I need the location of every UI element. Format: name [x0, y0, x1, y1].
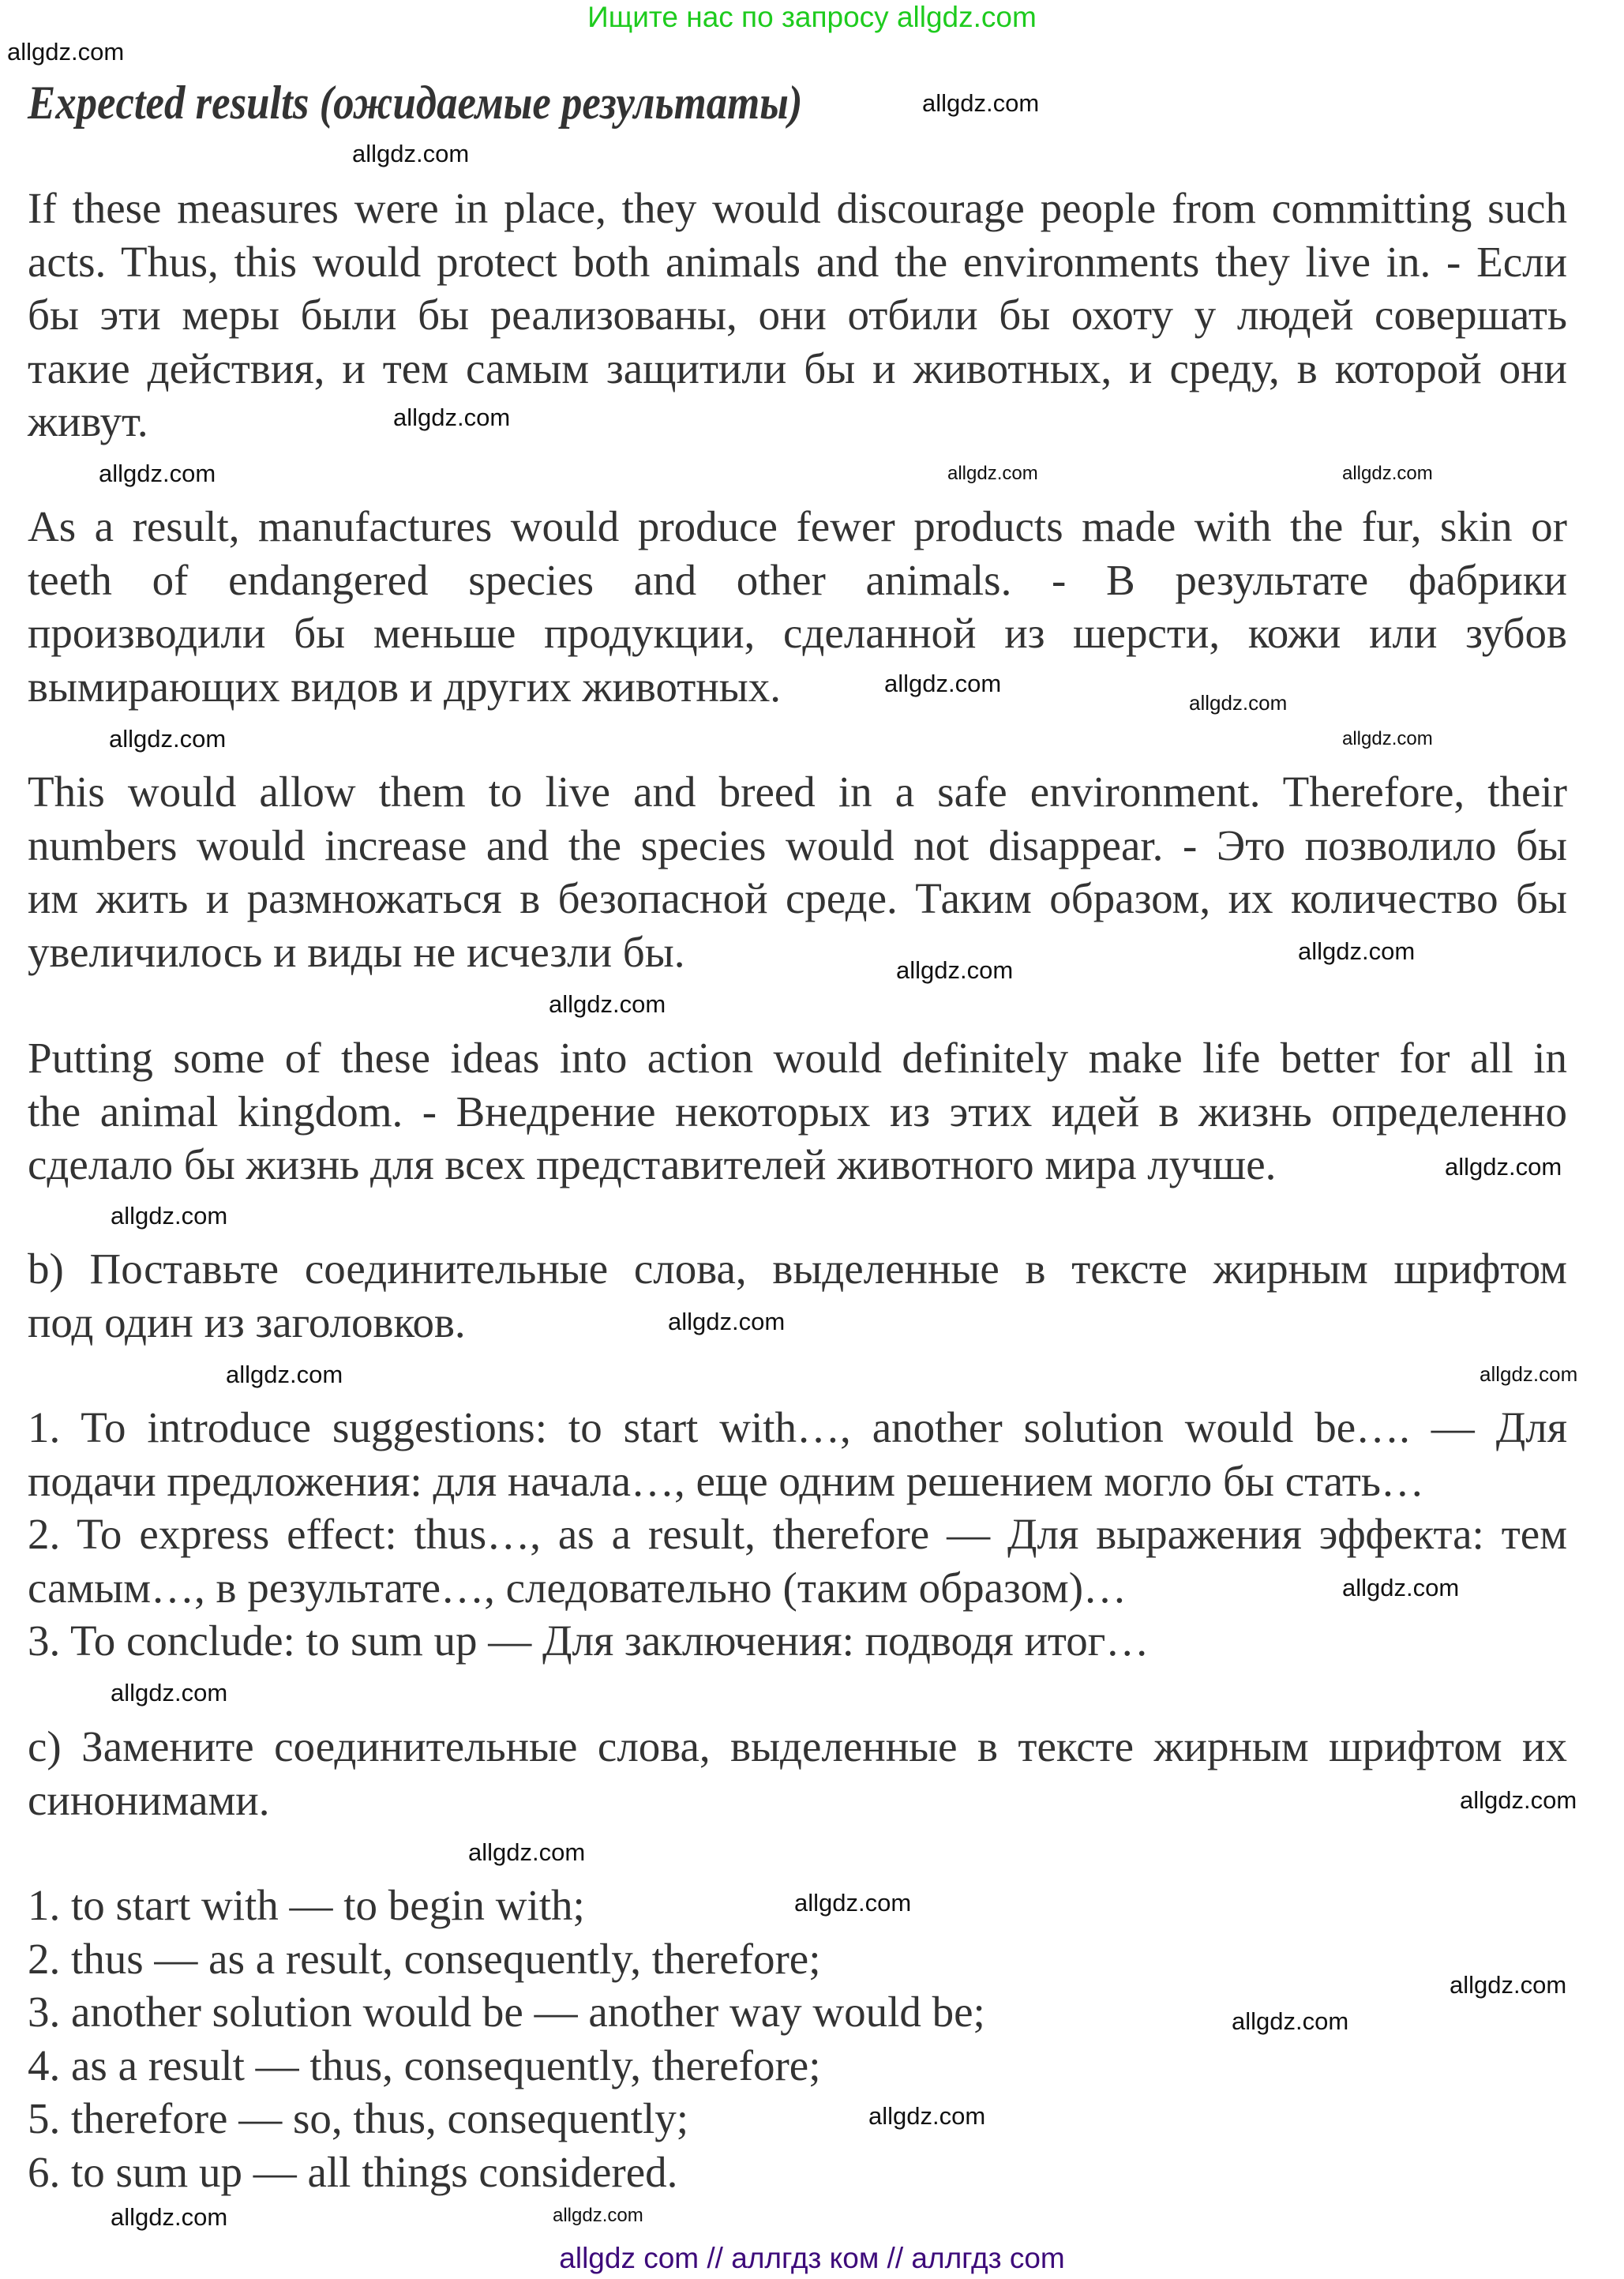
list-item: подачи предложения: для начала…, еще одним решением могло бы стать…: [28, 1456, 1424, 1505]
list-item: 1. To introduce suggestions: to start with…, another solution would be…. — Для: [28, 1403, 1567, 1451]
text-line: This would allow them to live and breed in a safe environment. Therefore, their: [28, 768, 1567, 816]
list-item: самым…, в результате…, следовательно (таким образом)…: [28, 1563, 1127, 1612]
text-line: увеличилось и виды не исчезли бы.: [28, 927, 685, 976]
text-line: teeth of endangered species and other animals. - В результате фабрики: [28, 555, 1567, 604]
watermark: allgdz.com: [226, 1361, 343, 1388]
list-item: 2. To express effect: thus…, as a result, therefore — Для выражения эффекта: тем: [28, 1510, 1567, 1558]
watermark: allgdz.com: [393, 404, 511, 431]
watermark: allgdz.com: [1480, 1362, 1578, 1386]
watermark: allgdz.com: [1232, 2007, 1349, 2035]
text-line: под один из заголовков.: [28, 1297, 466, 1346]
text-line: Putting some of these ideas into action would definitely make life better for all in: [28, 1034, 1567, 1082]
section-title: Expected results (ожидаемые результаты): [28, 77, 803, 129]
list-item: 4. as a result — thus, consequently, therefore;: [28, 2041, 821, 2089]
task-c: [28, 1720, 1567, 1827]
text-line: If these measures were in place, they would discourage people from committing such: [28, 184, 1567, 232]
watermark: allgdz.com: [1189, 691, 1288, 715]
list-item: 6. to sum up — all things considered.: [28, 2147, 678, 2196]
list-item: 2. thus — as a result, consequently, therefore;: [28, 1934, 821, 1983]
watermark: allgdz.com: [1450, 1971, 1567, 1999]
text-line: c) Замените соединительные слова, выделенные в тексте жирным шрифтом их: [28, 1722, 1567, 1770]
text-line: вымирающих видов и других животных.: [28, 662, 781, 711]
text-line: сделало бы жизнь для всех представителей животного мира лучше.: [28, 1140, 1277, 1188]
watermark: allgdz.com: [868, 2102, 986, 2130]
watermark: allgdz.com: [922, 89, 1040, 117]
list-item: 3. another solution would be — another way would be;: [28, 1988, 985, 2036]
watermark: allgdz.com: [1342, 463, 1433, 484]
task-b: [28, 1242, 1567, 1349]
footer-links[interactable]: allgdz com // аллгдз ком // аллгдз com: [559, 2242, 1065, 2274]
text-line: синонимами.: [28, 1775, 270, 1824]
watermark: allgdz.com: [111, 1679, 228, 1706]
text-line: им жить и размножаться в безопасной среде. Таким образом, их количество бы: [28, 874, 1567, 922]
text-line: acts. Thus, this would protect both animals and the environments they live in. - Если: [28, 237, 1567, 286]
paragraph-1: [28, 182, 1567, 449]
search-banner[interactable]: Ищите нас по запросу allgdz.com: [587, 1, 1037, 33]
text-line: производили бы меньше продукции, сделанной из шерсти, кожи или зубов: [28, 609, 1567, 657]
watermark: allgdz.com: [884, 670, 1002, 697]
watermark: allgdz.com: [1342, 1574, 1460, 1601]
watermark: allgdz.com: [99, 460, 216, 487]
watermark: allgdz.com: [1342, 728, 1433, 749]
watermark: allgdz.com: [352, 140, 470, 167]
text-line: живут.: [28, 397, 148, 445]
text-line: numbers would increase and the species would not disappear. - Это позволило бы: [28, 820, 1567, 869]
watermark: allgdz.com: [896, 956, 1014, 984]
watermark: allgdz.com: [1298, 937, 1416, 965]
paragraph-2: [28, 500, 1567, 713]
watermark: allgdz.com: [549, 990, 666, 1018]
list-item: 1. to start with — to begin with;: [28, 1881, 585, 1929]
watermark: allgdz.com: [111, 2203, 228, 2231]
watermark: allgdz.com: [1445, 1153, 1562, 1181]
text-line: такие действия, и тем самым защитили бы и животных, и среду, в которой они: [28, 344, 1567, 392]
list-item: 3. To conclude: to sum up — Для заключения: подводя итог…: [28, 1616, 1150, 1665]
watermark: allgdz.com: [553, 2205, 643, 2226]
watermark: allgdz.com: [1460, 1786, 1577, 1814]
watermark: allgdz.com: [7, 38, 125, 66]
text-line: бы эти меры были бы реализованы, они отбили бы охоту у людей совершать: [28, 291, 1567, 339]
watermark: allgdz.com: [947, 463, 1038, 484]
text-line: b) Поставьте соединительные слова, выделенные в тексте жирным шрифтом: [28, 1245, 1567, 1293]
text-line: the animal kingdom. - Внедрение некоторых из этих идей в жизнь определенно: [28, 1087, 1567, 1136]
list-item: 5. therefore — so, thus, consequently;: [28, 2094, 689, 2142]
list-c: [28, 1879, 1567, 2198]
watermark: allgdz.com: [468, 1838, 586, 1866]
watermark: allgdz.com: [109, 725, 227, 753]
watermark: allgdz.com: [668, 1308, 786, 1335]
list-b: [28, 1401, 1567, 1668]
watermark: allgdz.com: [111, 1202, 228, 1230]
watermark: allgdz.com: [794, 1889, 912, 1917]
text-line: As a result, manufactures would produce fewer products made with the fur, skin or: [28, 502, 1567, 550]
paragraph-4: [28, 1031, 1567, 1192]
